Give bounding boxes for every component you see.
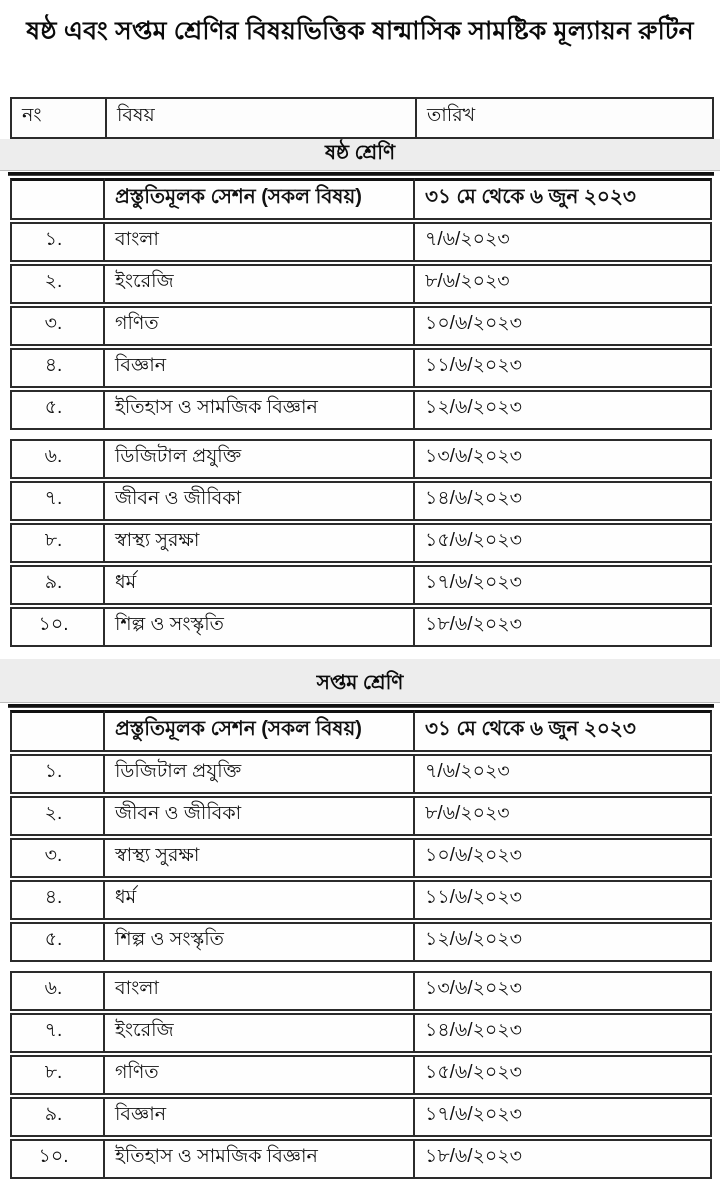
cell-subject: ডিজিটাল প্রযুক্তি bbox=[105, 754, 415, 794]
cell-date: ৮/৬/২০২৩ bbox=[415, 264, 712, 304]
table-row bbox=[10, 1013, 712, 1053]
cell-date: ১১/৬/২০২৩ bbox=[415, 348, 712, 388]
prep-session-row bbox=[10, 178, 712, 220]
cell-date: ৩১ মে থেকে ৬ জুন ২০২৩ bbox=[415, 178, 712, 220]
cell-no: ৪. bbox=[10, 348, 105, 388]
cell-no: ৯. bbox=[10, 1097, 105, 1137]
cell-no: ১০. bbox=[10, 607, 105, 647]
cell-subject: ধর্ম bbox=[105, 565, 415, 605]
cell-date: ১৮/৬/২০২৩ bbox=[415, 607, 712, 647]
table-row bbox=[10, 264, 712, 304]
table-row bbox=[10, 348, 712, 388]
cell-date: ১২/৬/২০২৩ bbox=[415, 922, 712, 962]
table-row bbox=[10, 607, 712, 647]
cell-no bbox=[10, 710, 105, 752]
table-row bbox=[10, 565, 712, 605]
prep-session-row bbox=[10, 710, 712, 752]
cell-subject: শিল্প ও সংস্কৃতি bbox=[105, 607, 415, 647]
cell-subject: প্রস্তুতিমূলক সেশন (সকল বিষয়) bbox=[105, 710, 415, 752]
cell-date: ১৩/৬/২০২৩ bbox=[415, 439, 712, 479]
cell-no: ৭. bbox=[10, 481, 105, 521]
table-row bbox=[10, 796, 712, 836]
cell-no: ১০. bbox=[10, 1139, 105, 1179]
cell-subject: বাংলা bbox=[105, 971, 415, 1011]
table-header-row bbox=[11, 98, 713, 138]
table-row bbox=[10, 306, 712, 346]
column-header-table bbox=[10, 97, 714, 139]
cell-date: ১৩/৬/২০২৩ bbox=[415, 971, 712, 1011]
section-heading-class-seven: সপ্তম শ্রেণি bbox=[0, 659, 720, 703]
cell-no: ৮. bbox=[10, 523, 105, 563]
row-group-spacer bbox=[10, 432, 712, 437]
cell-no: ৩. bbox=[10, 838, 105, 878]
cell-no: ৩. bbox=[10, 306, 105, 346]
cell-subject: স্বাস্থ্য সুরক্ষা bbox=[105, 523, 415, 563]
class-seven-table bbox=[10, 708, 712, 1181]
cell-date: ১৫/৬/২০২৩ bbox=[415, 523, 712, 563]
cell-no: ৪. bbox=[10, 880, 105, 920]
cell-subject: গণিত bbox=[105, 1055, 415, 1095]
table-row bbox=[10, 838, 712, 878]
cell-date: ১৭/৬/২০২৩ bbox=[415, 1097, 712, 1137]
cell-no: ৬. bbox=[10, 439, 105, 479]
cell-no: ৬. bbox=[10, 971, 105, 1011]
cell-subject: স্বাস্থ্য সুরক্ষা bbox=[105, 838, 415, 878]
cell-no: ২. bbox=[10, 264, 105, 304]
cell-subject: গণিত bbox=[105, 306, 415, 346]
cell-subject: জীবন ও জীবিকা bbox=[105, 796, 415, 836]
table-row bbox=[10, 390, 712, 430]
cell-subject: শিল্প ও সংস্কৃতি bbox=[105, 922, 415, 962]
table-row bbox=[10, 1139, 712, 1179]
cell-date: ১০/৬/২০২৩ bbox=[415, 306, 712, 346]
cell-subject: ইংরেজি bbox=[105, 264, 415, 304]
cell-no: ৭. bbox=[10, 1013, 105, 1053]
cell-subject: বিজ্ঞান bbox=[105, 348, 415, 388]
cell-no: ৯. bbox=[10, 565, 105, 605]
cell-no bbox=[10, 178, 105, 220]
table-row bbox=[10, 922, 712, 962]
cell-date: ৮/৬/২০২৩ bbox=[415, 796, 712, 836]
table-row bbox=[10, 481, 712, 521]
cell-date: ১৪/৬/২০২৩ bbox=[415, 1013, 712, 1053]
cell-no: ১. bbox=[10, 754, 105, 794]
cell-subject: ইংরেজি bbox=[105, 1013, 415, 1053]
cell-subject: ডিজিটাল প্রযুক্তি bbox=[105, 439, 415, 479]
row-group-spacer bbox=[10, 964, 712, 969]
section-heading-class-six: ষষ্ঠ শ্রেণি bbox=[0, 139, 720, 171]
page-title: ষষ্ঠ এবং সপ্তম শ্রেণির বিষয়ভিত্তিক ষান্মাসিক সামষ্টিক মূল্যায়ন রুটিন bbox=[26, 17, 694, 45]
cell-date: ৭/৬/২০২৩ bbox=[415, 222, 712, 262]
cell-date: ৭/৬/২০২৩ bbox=[415, 754, 712, 794]
cell-subject: বিজ্ঞান bbox=[105, 1097, 415, 1137]
table-row bbox=[10, 971, 712, 1011]
cell-subject: ইতিহাস ও সামজিক বিজ্ঞান bbox=[105, 390, 415, 430]
cell-subject: ধর্ম bbox=[105, 880, 415, 920]
table-row bbox=[10, 222, 712, 262]
cell-no: ৫. bbox=[10, 390, 105, 430]
table-row bbox=[10, 754, 712, 794]
table-row bbox=[10, 1055, 712, 1095]
cell-subject: প্রস্তুতিমূলক সেশন (সকল বিষয়) bbox=[105, 178, 415, 220]
header-cell-no: নং bbox=[11, 98, 106, 138]
cell-no: ৫. bbox=[10, 922, 105, 962]
document-page bbox=[0, 12, 720, 1167]
cell-date: ১০/৬/২০২৩ bbox=[415, 838, 712, 878]
cell-date: ১৮/৬/২০২৩ bbox=[415, 1139, 712, 1179]
cell-subject: জীবন ও জীবিকা bbox=[105, 481, 415, 521]
class-six-table bbox=[10, 176, 712, 649]
table-row bbox=[10, 880, 712, 920]
cell-date: ১২/৬/২০২৩ bbox=[415, 390, 712, 430]
header-cell-date: তারিখ bbox=[416, 98, 713, 138]
cell-no: ১. bbox=[10, 222, 105, 262]
table-row bbox=[10, 523, 712, 563]
cell-date: ১৪/৬/২০২৩ bbox=[415, 481, 712, 521]
cell-date: ১১/৬/২০২৩ bbox=[415, 880, 712, 920]
cell-subject: ইতিহাস ও সামজিক বিজ্ঞান bbox=[105, 1139, 415, 1179]
cell-no: ৮. bbox=[10, 1055, 105, 1095]
cell-subject: বাংলা bbox=[105, 222, 415, 262]
cell-date: ১৫/৬/২০২৩ bbox=[415, 1055, 712, 1095]
cell-date: ৩১ মে থেকে ৬ জুন ২০২৩ bbox=[415, 710, 712, 752]
header-cell-subject: বিষয় bbox=[106, 98, 416, 138]
table-row bbox=[10, 1097, 712, 1137]
cell-no: ২. bbox=[10, 796, 105, 836]
cell-date: ১৭/৬/২০২৩ bbox=[415, 565, 712, 605]
table-row bbox=[10, 439, 712, 479]
